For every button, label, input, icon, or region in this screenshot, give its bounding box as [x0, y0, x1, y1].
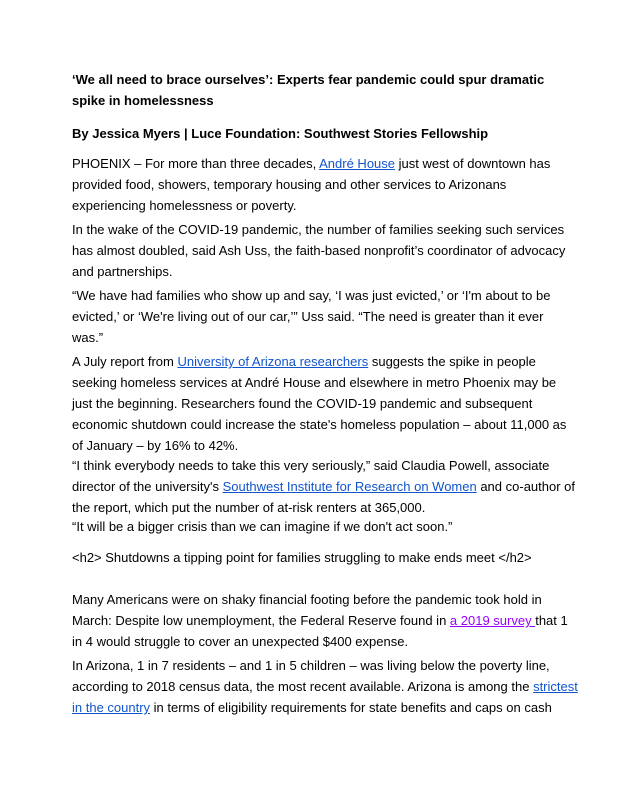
paragraph-line: was.”: [72, 330, 104, 345]
paragraph-line: provided food, showers, temporary housing and other services to Arizonans: [72, 177, 507, 192]
headline-line: ‘We all need to brace ourselves’: Experts fear pandemic could spur dramatic: [72, 72, 545, 87]
paragraph: [72, 589, 568, 652]
university-of-arizona-link[interactable]: University of Arizona researchers: [177, 354, 369, 369]
headline: [72, 69, 552, 111]
paragraph: [72, 219, 566, 282]
paragraph-line: [72, 351, 552, 372]
paragraph-line: [72, 153, 552, 174]
text-run: March: Despite low unemployment, the Federal Reserve found in: [72, 613, 450, 628]
paragraph-line: just the beginning. Researchers found the COVID-19 pandemic and subsequent: [72, 396, 533, 411]
paragraph-line: [72, 697, 552, 718]
strictest-link[interactable]: strictest: [533, 679, 578, 694]
paragraph-line: in 4 would struggle to cover an unexpected $400 expense.: [72, 634, 409, 649]
paragraph-line: the report, which put the number of at-risk renters at 365,000.: [72, 500, 426, 515]
paragraph-line: Many Americans were on shaky financial footing before the pandemic took hold in: [72, 592, 542, 607]
paragraph-line: and partnerships.: [72, 264, 173, 279]
paragraph-line: seeking homeless services at André House and elsewhere in metro Phoenix may be: [72, 375, 557, 390]
text-run: suggests the spike in people: [368, 354, 536, 369]
text-run: PHOENIX – For more than three decades,: [72, 156, 320, 171]
paragraph-line: “We have had families who show up and say, ‘I was just evicted,’ or ‘I'm about to be: [72, 288, 551, 303]
paragraph-line: In Arizona, 1 in 7 residents – and 1 in 5 children – was living below the poverty line,: [72, 658, 550, 673]
text-run: that 1: [535, 613, 568, 628]
paragraph: [72, 655, 578, 718]
paragraph-line: [72, 676, 578, 697]
paragraph-line: [72, 610, 568, 631]
paragraph-line: of January – by 16% to 42%.: [72, 438, 239, 453]
2019-survey-link[interactable]: a 2019 survey: [449, 613, 536, 628]
paragraph-line: economic shutdown could increase the state's homeless population – about 11,000 as: [72, 417, 567, 432]
paragraph-line: [72, 476, 576, 497]
paragraph: [72, 285, 552, 348]
text-run: according to 2018 census data, the most recent available. Arizona is among the: [72, 679, 534, 694]
paragraph: “It will be a bigger crisis than we can imagine if we don't act soon.”: [72, 519, 453, 534]
andre-house-link[interactable]: André House: [319, 156, 396, 171]
text-run: A July report from: [72, 354, 178, 369]
paragraph-line: “I think everybody needs to take this very seriously,” said Claudia Powell, associate: [72, 458, 550, 473]
paragraph: [72, 455, 576, 518]
byline: By Jessica Myers | Luce Foundation: Southwest Stories Fellowship: [72, 126, 489, 141]
paragraph-line: In the wake of the COVID-19 pandemic, the number of families seeking such services: [72, 222, 565, 237]
paragraph: <h2> Shutdowns a tipping point for families struggling to make ends meet </h2>: [72, 550, 532, 565]
paragraph: [72, 153, 552, 216]
paragraph-line: evicted,’ or ‘We're living out of our car,’” Uss said. “The need is greater than it ever: [72, 309, 544, 324]
paragraph: [72, 351, 567, 456]
paragraph-line: experiencing homelessness or poverty.: [72, 198, 297, 213]
headline-line: spike in homelessness: [72, 93, 214, 108]
text-run: and co-author of: [476, 479, 576, 494]
paragraph-line: has almost doubled, said Ash Uss, the faith-based nonprofit’s coordinator of advocacy: [72, 243, 566, 258]
southwest-institute-link[interactable]: Southwest Institute for Research on Women: [222, 479, 477, 494]
text-run: just west of downtown has: [395, 156, 551, 171]
strictest-link[interactable]: in the country: [72, 700, 151, 715]
text-run: director of the university's: [72, 479, 223, 494]
text-run: in terms of eligibility requirements for state benefits and caps on cash: [150, 700, 552, 715]
